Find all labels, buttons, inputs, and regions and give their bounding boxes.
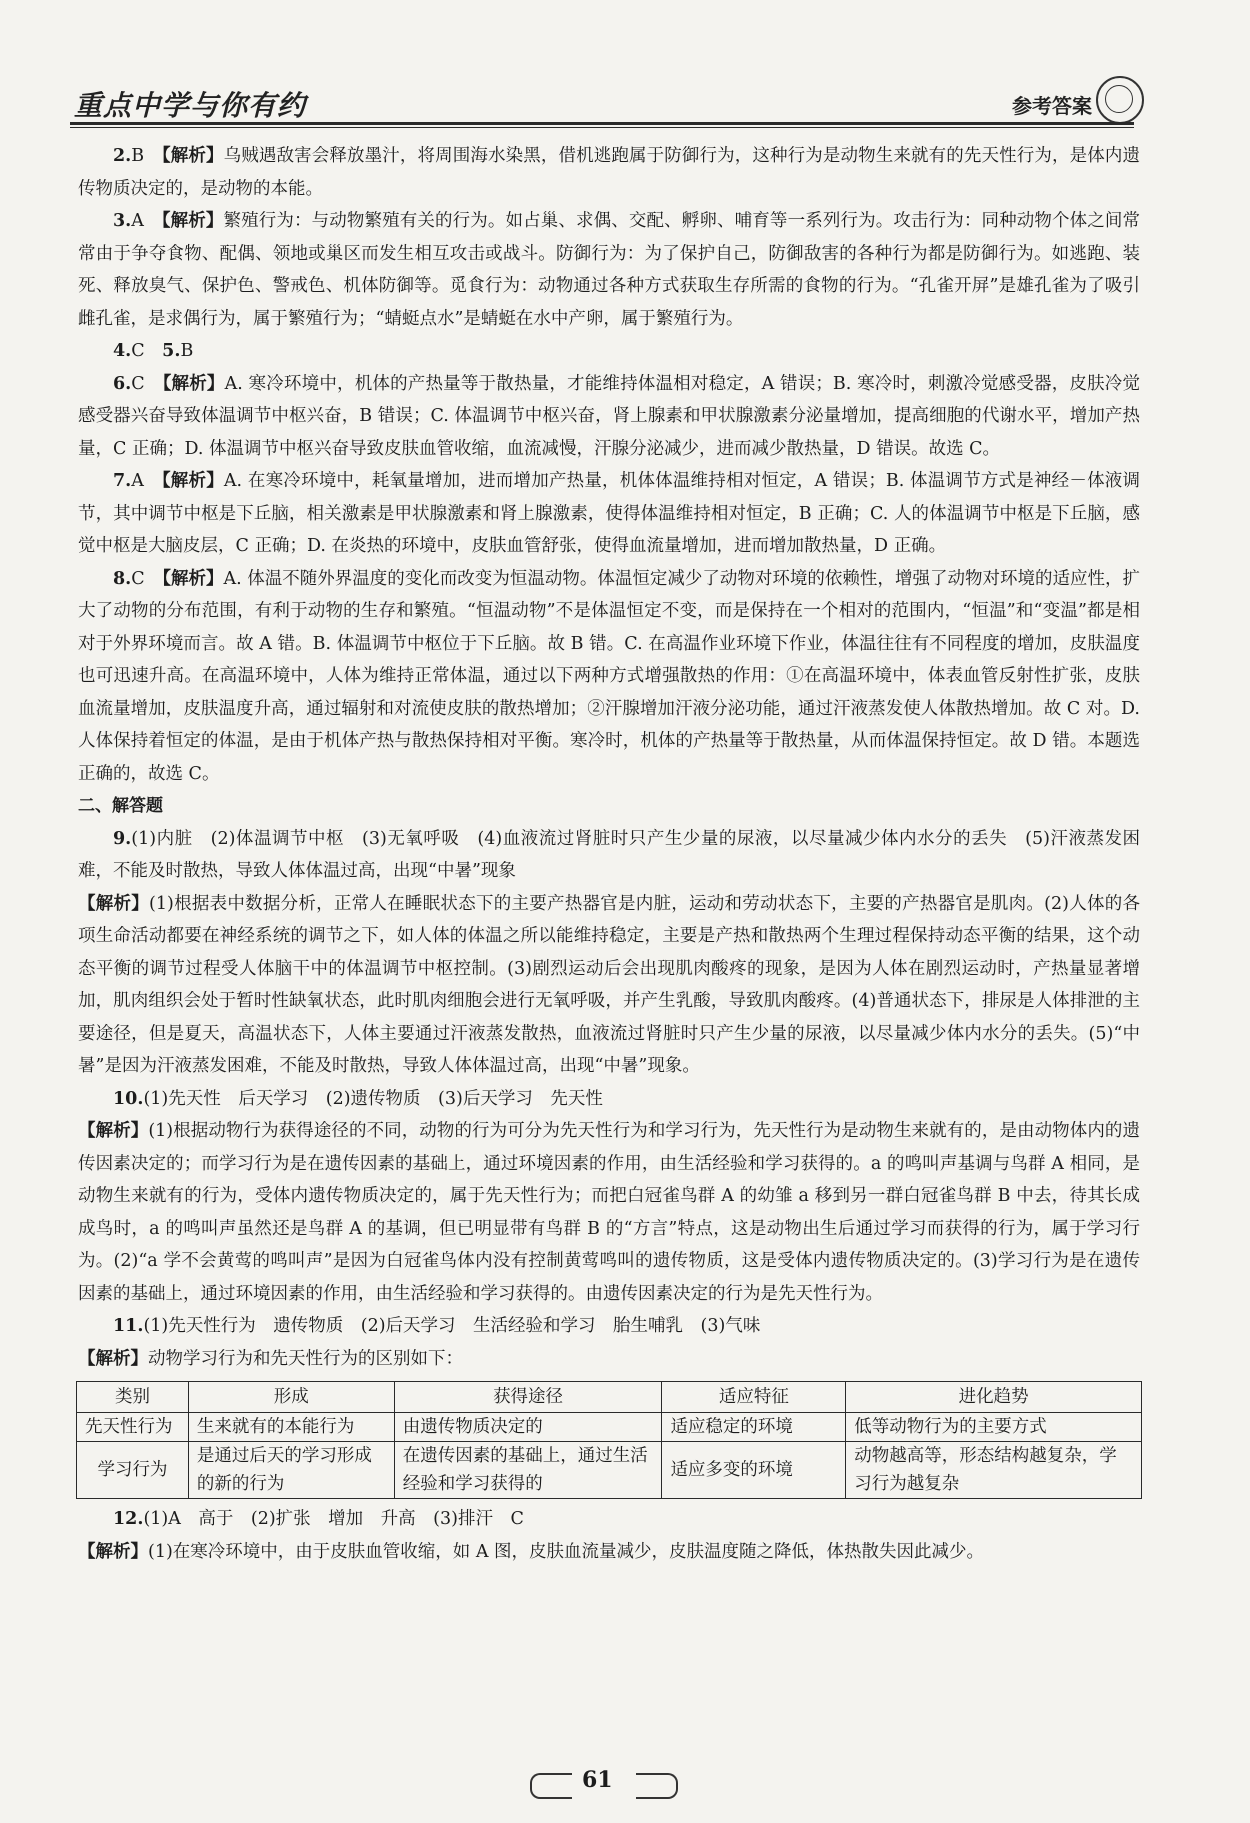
table-header-row (77, 1382, 1142, 1413)
table-header: 类别 (77, 1382, 189, 1413)
answer-item-9: 9.(1)内脏 (2)体温调节中枢 (3)无氧呼吸 (4)血液流过肾脏时只产生少量的尿液，以尽量减少体内水分的丢失 (5)汗液蒸发困难，不能及时散热，导致人体体温过高，出现“中暑”现象 (78, 828, 1140, 881)
table-header: 适应特征 (662, 1382, 846, 1413)
answer-item-7: 7.A 【解析】A. 在寒冷环境中，耗氧量增加，进而增加产热量，机体体温维持相对恒定，A 错误；B. 体温调节方式是神经－体液调节，其中调节中枢是下丘脑，相关激素是甲状腺激素和肾上腺激素，使得体温维持相对恒定，B 正确；C. 人的体温调节中枢是下丘脑，感觉中枢是大脑皮层，C 正确；D. 在炎热的环境中，皮肤血管舒张，使得血流量增加，进而增加散热量，D 正确。 (78, 471, 1141, 556)
analysis-11: 【解析】动物学习行为和先天性行为的区别如下： (78, 1348, 463, 1369)
table-cell: 由遗传物质决定的 (394, 1413, 662, 1442)
table-cell: 学习行为 (77, 1442, 189, 1499)
table-cell: 低等动物行为的主要方式 (846, 1413, 1142, 1442)
analysis-12: 【解析】(1)在寒冷环境中，由于皮肤血管收缩，如 A 图，皮肤血流量减少，皮肤温度随之降低，体热散失因此减少。 (78, 1541, 985, 1562)
table-row (77, 1413, 1142, 1442)
brand-title: 重点中学与你有约 (74, 89, 307, 122)
table-cell: 先天性行为 (77, 1413, 189, 1442)
header-divider (70, 122, 1134, 125)
table-header: 获得途径 (394, 1382, 662, 1413)
page-header (70, 80, 1150, 120)
answer-item-2: 2.B 【解析】乌贼遇敌害会释放墨汁，将周围海水染黑，借机逃跑属于防御行为，这种行为是动物生来就有的先天性行为，是体内遗传物质决定的，是动物的本能。 (78, 146, 1140, 199)
answer-item-8: 8.C 【解析】A. 体温不随外界温度的变化而改变为恒温动物。体温恒定减少了动物对环境的依赖性，增强了动物对环境的适应性，扩大了动物的分布范围，有利于动物的生存和繁殖。“恒温动物”不是体温恒定不变，而是保持在一个相对的范围内，“恒温”和“变温”都是相对于外界环境而言。故 A 错。B. 体温调节中枢位于下丘脑。故 B 错。C. 在高温作业环境下作业，体温往往有不同程度的增加，皮肤温度也可迅速升高。在高温环境中，人体为维持正常体温，通过以下两种方式增强散热的作用：①在高温环境中，体表血管反射性扩张，皮肤血流量增加，皮肤温度升高，通过辐射和对流使皮肤的散热增加；②汗腺增加汗液分泌功能，通过汗液蒸发使人体散热增加。故 C 对。D. 人体保持着恒定的体温，是由于机体产热与散热保持相对平衡。寒冷时，机体的产热量等于散热量，从而体温保持恒定。故 D 错。本题选正确的，故选 C。 (78, 568, 1141, 784)
behavior-comparison-table (76, 1381, 1142, 1499)
scroll-ornament-icon (636, 1773, 678, 1799)
section-title: 参考答案 (1012, 94, 1092, 118)
answer-item-4-5: 4.C 5.B (113, 341, 194, 361)
analysis-9: 【解析】(1)根据表中数据分析，正常人在睡眠状态下的主要产热器官是内脏，运动和劳动状态下，主要的产热器官是肌肉。(2)人体的各项生命活动都要在神经系统的调节之下，如人体的体温之所以能维持稳定，主要是产热和散热两个生理过程保持动态平衡的结果，这个动态平衡的调节过程受人体脑干中的体温调节中枢控制。(3)剧烈运动后会出现肌肉酸疼的现象，是因为人体在剧烈运动时，产热量显著增加，肌肉组织会处于暂时性缺氧状态，此时肌肉细胞会进行无氧呼吸，并产生乳酸，导致肌肉酸疼。(4)普通状态下，排尿是人体排泄的主要途径，但是夏天，高温状态下，人体主要通过汗液蒸发散热，血液流过肾脏时只产生少量的尿液，以尽量减少体内水分的丢失。(5)“中暑”是因为汗液蒸发困难，不能及时散热，导致人体体温过高，出现“中暑”现象。 (78, 893, 1140, 1076)
table-cell: 在遗传因素的基础上，通过生活经验和学习获得的 (394, 1442, 662, 1499)
table-cell: 是通过后天的学习形成的新的行为 (188, 1442, 394, 1499)
section-heading: 二、解答题 (78, 796, 163, 816)
table-cell: 生来就有的本能行为 (188, 1413, 394, 1442)
table-row (77, 1442, 1142, 1499)
analysis-10: 【解析】(1)根据动物行为获得途径的不同，动物的行为可分为先天性行为和学习行为，先天性行为是动物生来就有的，是由动物体内的遗传因素决定的；而学习行为是在遗传因素的基础上，通过环境因素的作用，由生活经验和学习获得的。a 的鸣叫声基调与鸟群 A 相同，是动物生来就有的行为，受体内遗传物质决定的，属于先天性行为；而把白冠雀鸟群 A 的幼雏 a 移到另一群白冠雀鸟群 B 中去，待其长成成鸟时，a 的鸣叫声虽然还是鸟群 A 的基调，但已明显带有鸟群 B 的“方言”特点，这是动物出生后通过学习而获得的行为，属于学习行为。(2)“a 学不会黄莺的鸣叫声”是因为白冠雀鸟体内没有控制黄莺鸣叫的遗传物质，这是受体内遗传物质决定的。(3)学习行为是在遗传因素的基础上，通过环境因素的作用，由生活经验和学习获得的。由遗传因素决定的行为是先天性行为。 (78, 1121, 1140, 1304)
answer-item-11: 11.(1)先天性行为 遗传物质 (2)后天学习 生活经验和学习 胎生哺乳 (3)气味 (113, 1316, 761, 1336)
answer-item-6: 6.C 【解析】A. 寒冷环境中，机体的产热量等于散热量，才能维持体温相对稳定，A 错误；B. 寒冷时，刺激冷觉感受器，皮肤冷觉感受器兴奋导致体温调节中枢兴奋，B 错误；C. 体温调节中枢兴奋，肾上腺素和甲状腺激素分泌量增加，提高细胞的代谢水平，增加产热量，C 正确；D. 体温调节中枢兴奋导致皮肤血管收缩，血流减慢，汗腺分泌减少，进而减少散热量，D 错误。故选 C。 (78, 373, 1141, 459)
answer-item-3: 3.A 【解析】繁殖行为：与动物繁殖有关的行为。如占巢、求偶、交配、孵卵、哺育等一系列行为。攻击行为：同种动物个体之间常常由于争夺食物、配偶、领地或巢区而发生相互攻击或战斗。防御行为：为了保护自己，防御敌害的各种行为都是防御行为。如逃跑、装死、释放臭气、保护色、警戒色、机体防御等。觅食行为：动物通过各种方式获取生存所需的食物的行为。“孔雀开屏”是雄孔雀为了吸引雌孔雀，是求偶行为，属于繁殖行为；“蜻蜓点水”是蜻蜓在水中产卵，属于繁殖行为。 (78, 211, 1141, 329)
page-footer (530, 1765, 678, 1803)
table-cell: 适应多变的环境 (662, 1442, 846, 1499)
answer-item-12: 12.(1)A 高于 (2)扩张 增加 升高 (3)排汗 C (113, 1509, 524, 1529)
page-number: 61 (582, 1767, 613, 1793)
table-header: 进化趋势 (846, 1382, 1142, 1413)
answer-content (78, 140, 1140, 1568)
header-divider-thin (70, 127, 1134, 128)
table-cell: 动物越高等，形态结构越复杂，学习行为越复杂 (846, 1442, 1142, 1499)
table-cell: 适应稳定的环境 (662, 1413, 846, 1442)
table-header: 形成 (188, 1382, 394, 1413)
answer-item-10: 10.(1)先天性 后天学习 (2)遗传物质 (3)后天学习 先天性 (113, 1088, 603, 1109)
school-seal-icon (1096, 76, 1144, 124)
scroll-ornament-icon (530, 1773, 572, 1799)
